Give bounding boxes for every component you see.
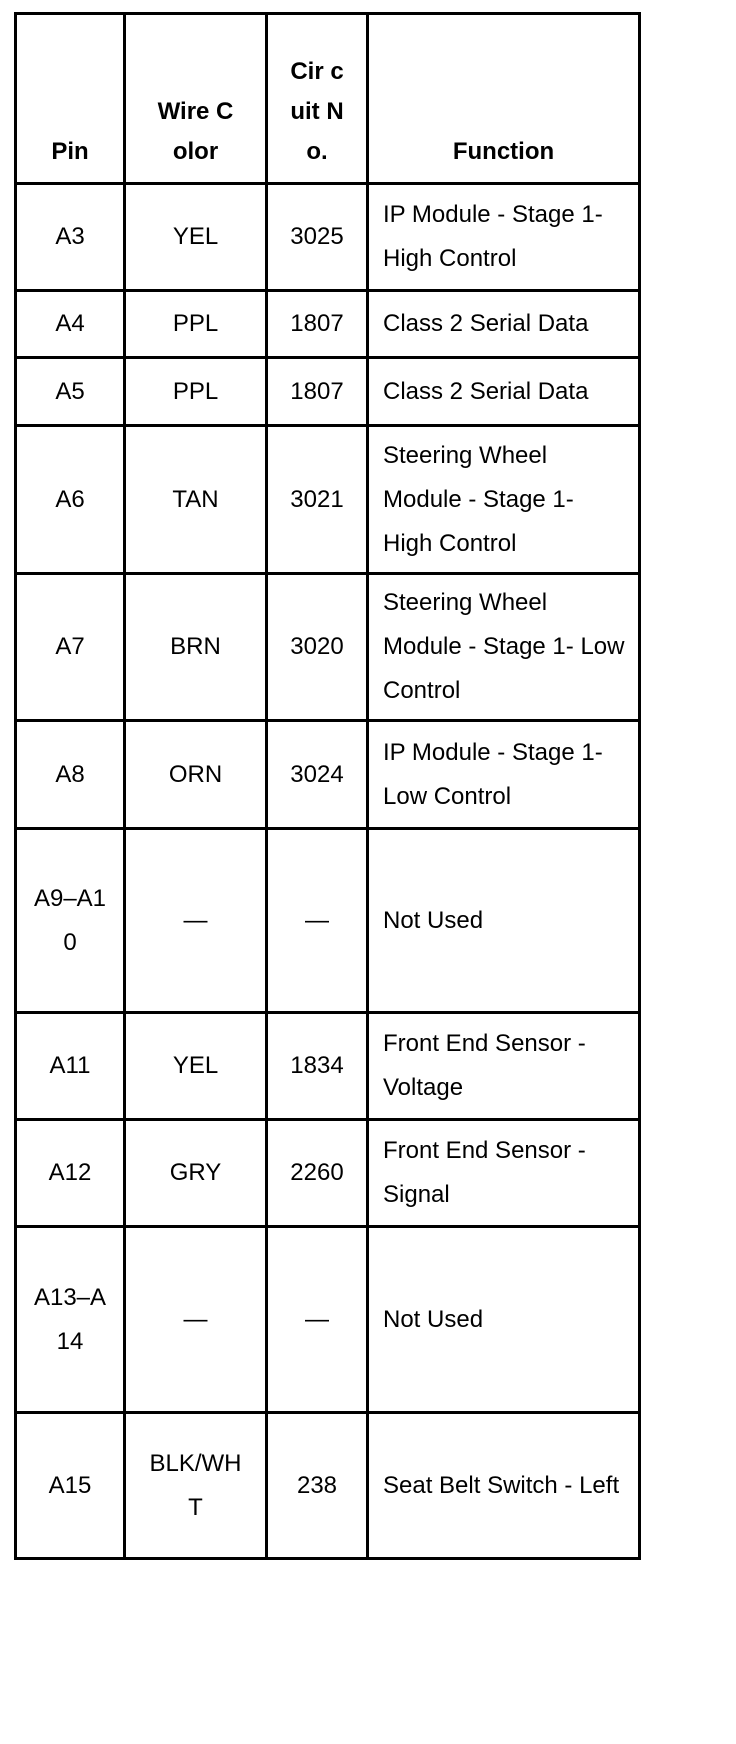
function-cell: IP Module - Stage 1- High Control — [368, 184, 640, 291]
header-function: Function — [368, 14, 640, 184]
function-cell: Steering Wheel Module - Stage 1- Low Control — [368, 574, 640, 721]
pin-cell: A5 — [16, 358, 125, 426]
wire-color-cell: PPL — [125, 358, 267, 426]
pin-cell: A9–A10 — [16, 829, 125, 1013]
circuit-cell: 238 — [267, 1413, 368, 1559]
pin-cell: A8 — [16, 721, 125, 829]
header-row — [16, 14, 640, 184]
pin-cell: A12 — [16, 1120, 125, 1227]
circuit-cell: 3021 — [267, 426, 368, 574]
table-row — [16, 1413, 640, 1559]
table-row — [16, 358, 640, 426]
pin-cell: A13–A14 — [16, 1227, 125, 1413]
pin-cell: A4 — [16, 291, 125, 358]
pin-cell: A15 — [16, 1413, 125, 1559]
function-cell: Seat Belt Switch - Left — [368, 1413, 640, 1559]
header-circuit-no: Cir cuit No. — [267, 14, 368, 184]
header-pin: Pin — [16, 14, 125, 184]
table-row — [16, 291, 640, 358]
wire-color-cell: PPL — [125, 291, 267, 358]
circuit-cell: 2260 — [267, 1120, 368, 1227]
circuit-cell: 1834 — [267, 1013, 368, 1120]
wire-color-cell: YEL — [125, 184, 267, 291]
circuit-cell: — — [267, 829, 368, 1013]
wire-color-cell: — — [125, 829, 267, 1013]
circuit-cell: 3024 — [267, 721, 368, 829]
circuit-cell: — — [267, 1227, 368, 1413]
pin-cell: A3 — [16, 184, 125, 291]
wire-color-cell: GRY — [125, 1120, 267, 1227]
circuit-cell: 1807 — [267, 358, 368, 426]
pin-cell: A11 — [16, 1013, 125, 1120]
wire-color-cell: BLK/WHT — [125, 1413, 267, 1559]
pin-cell: A7 — [16, 574, 125, 721]
table-row — [16, 1120, 640, 1227]
circuit-cell: 1807 — [267, 291, 368, 358]
function-cell: Not Used — [368, 829, 640, 1013]
wire-color-cell: BRN — [125, 574, 267, 721]
table-row — [16, 721, 640, 829]
circuit-cell: 3020 — [267, 574, 368, 721]
table-row — [16, 829, 640, 1013]
wire-color-cell: ORN — [125, 721, 267, 829]
header-wire-color: Wire Color — [125, 14, 267, 184]
wire-color-cell: YEL — [125, 1013, 267, 1120]
function-cell: Not Used — [368, 1227, 640, 1413]
function-cell: IP Module - Stage 1- Low Control — [368, 721, 640, 829]
function-cell: Front End Sensor - Voltage — [368, 1013, 640, 1120]
function-cell: Class 2 Serial Data — [368, 291, 640, 358]
table-row — [16, 1227, 640, 1413]
function-cell: Steering Wheel Module - Stage 1- High Control — [368, 426, 640, 574]
table-row — [16, 184, 640, 291]
wire-color-cell: TAN — [125, 426, 267, 574]
connector-pinout-table — [14, 12, 641, 1560]
pin-cell: A6 — [16, 426, 125, 574]
wire-color-cell: — — [125, 1227, 267, 1413]
function-cell: Class 2 Serial Data — [368, 358, 640, 426]
table-row — [16, 1013, 640, 1120]
table-row — [16, 574, 640, 721]
table-row — [16, 426, 640, 574]
circuit-cell: 3025 — [267, 184, 368, 291]
function-cell: Front End Sensor - Signal — [368, 1120, 640, 1227]
